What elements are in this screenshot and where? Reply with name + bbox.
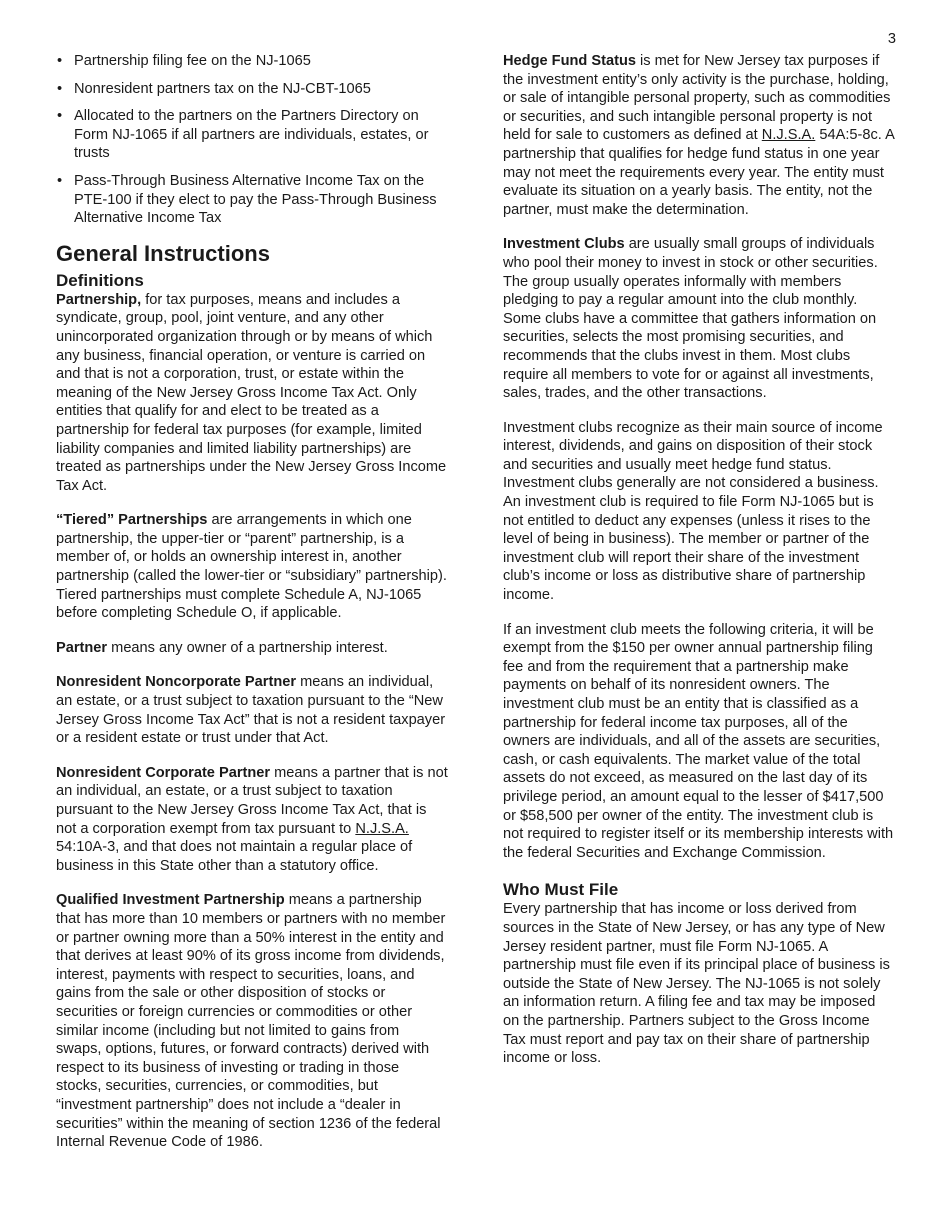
list-item: • Partnership filing fee on the NJ-1065 [56, 52, 448, 71]
definition-text: means an individual, an estate, or a trust subject to taxation pursuant to the “New Jersey Gross Income Tax Act” that is not a resident taxpayer or a resident estate or trust under that Act. [56, 674, 446, 747]
definition-nonresident-noncorporate-partner [56, 673, 448, 747]
section-heading-general-instructions: General Instructions [56, 240, 270, 266]
term-qualified-investment-partnership: Qualified Investment Partnership [56, 892, 285, 909]
right-column [503, 52, 895, 1084]
definition-nonresident-corporate-partner [56, 764, 448, 876]
definition-text: 54:10A-3, and that does not maintain a regular place of business in this State other than a statutory office. [56, 839, 413, 874]
term-partner: Partner [56, 639, 108, 656]
list-item: • Nonresident partners tax on the NJ-CBT-1065 [56, 80, 448, 99]
definition-text: means a partnership that has more than 10 members or partners with no member or partner owning more than a 50% interest in the entity and that derives at least 90% of its gross income from dividends, interest, payments with respect to securities, loans, and gains from the sale or other disposition of stocks or securities or foreign currencies or commodities or other similar income (including but not limited to gains from swaps, options, futures, or forward contracts) derived with respect to its business of investing or trading in those stocks, securities, currencies, or commodities, but “investment partnership” does not include a “dealer in securities” within the meaning of section 1236 of the federal Internal Revenue Code of 1986. [56, 892, 446, 1151]
definition-text: for tax purposes, means and includes a syndicate, group, pool, joint venture, and any other unincorporated organization through or by means of which any business, financial operation, or venture is carried on and that is not a corporation, trust, or estate within the meaning of the New Jersey Gross Income Tax Act. Only entities that qualify for and elect to be treated as a partnership for federal tax purposes (for example, limited liability companies and limited liability partnerships) are treated as partnerships under the New Jersey Gross Income Tax Act. [56, 291, 447, 494]
list-item: • Pass-Through Business Alternative Income Tax on the PTE-100 if they elect to pay the Pass-Through Business Alternative Income Tax [56, 172, 448, 228]
term-nonresident-corporate-partner: Nonresident Corporate Partner [56, 764, 271, 781]
definition-partner [56, 639, 448, 658]
definition-text: 54A:5-8c. A partnership that qualifies for hedge fund status in one year may not meet the requirements every year. The entity must evaluate its situation on a yearly basis. The entity, not the partner, must make the determination. [503, 127, 895, 218]
definition-qualified-investment-partnership [56, 891, 448, 1151]
subheading-who-must-file: Who Must File [503, 880, 619, 900]
page-number: 3 [887, 31, 896, 47]
definition-text: is met for New Jersey tax purposes if the investment entity’s only activity is the purchase, holding, or sale of intangible personal property, such as commodities or securities, and such intangible personal property is not held for sale to customers as defined at [503, 53, 891, 144]
term-nonresident-noncorporate-partner: Nonresident Noncorporate Partner [56, 674, 297, 691]
definition-text: are usually small groups of individuals who pool their money to invest in stock or other securities. The group usually operates informally with members pledging to pay a regular amount into the club monthly. Some clubs have a committee that gathers information on securities, selects the most promising securities, and recommends that the clubs invest in them. Most clubs require all members to vote for or against all investments, sales, trades, and the other transactions. [503, 236, 878, 402]
term-tiered-partnerships: “Tiered” Partnerships [56, 512, 208, 529]
bullet-list [56, 52, 448, 228]
definition-hedge-fund-status [503, 52, 895, 219]
term-hedge-fund-status: Hedge Fund Status [503, 53, 636, 69]
term-partnership: Partnership, [56, 291, 142, 308]
definition-text: are arrangements in which one partnership, the upper-tier or “parent” partnership, is a member of, or holds an ownership interest in, another partnership (called the lower-tier or “subsidiary” partnership). Tiered partnerships must complete Schedule A, NJ-1065 before completing Schedule O, if applicable. [56, 512, 447, 622]
definition-text: means any owner of a partnership interest. [107, 639, 388, 656]
statute-reference-link: N.J.S.A. [355, 820, 409, 837]
definition-investment-clubs [503, 235, 895, 402]
subheading-definitions: Definitions [56, 270, 144, 290]
investment-clubs-paragraph-2: Investment clubs recognize as their main source of income interest, dividends, and gains on disposition of their stock and securities and usually meet hedge fund status. Investment clubs generally are not considered a business. An investment club is required to file Form NJ-1065 but is not entitled to deduct any expenses (unless it rises to the level of being in business). The member or partner of the investment club will report their share of the investment club’s income or loss as distributive share of partnership income. [503, 419, 883, 604]
list-item: • Allocated to the partners on the Partners Directory on Form NJ-1065 if all partners are individuals, estates, or trusts [56, 107, 448, 163]
term-investment-clubs: Investment Clubs [503, 236, 625, 253]
investment-clubs-paragraph-3: If an investment club meets the following criteria, it will be exempt from the $150 per owner annual partnership filing fee and from the requirement that a partnership make payments on behalf of its nonresident owners. The investment club must be an entity that is classified as a partnership for federal income tax purposes, all of the owners are individuals, and all of the assets are securities, cash, or cash equivalents. The market value of the total assets do not exceed, as measured on the last day of its privilege period, an amount equal to the lesser of $417,500 or $58,500 per owner of the entity. The investment club is not required to register itself or its membership interests with the federal Securities and Exchange Commission. [503, 621, 894, 861]
definition-tiered-partnerships [56, 511, 448, 623]
statute-reference-link: N.J.S.A. [761, 127, 816, 144]
definition-text: means a partner that is not an individual, an estate, or a trust subject to taxation pursuant to the New Jersey Gross Income Tax Act, that is not a corporation exempt from tax pursuant to [56, 764, 448, 837]
who-must-file-text: Every partnership that has income or loss derived from sources in the State of New Jersey, or has any type of New Jersey resident partner, must file Form NJ-1065. A partnership must file even if its principal place of business is outside the State of New Jersey. The NJ-1065 is not solely an information return. A filing fee and tax may be imposed on the partnership. Partners subject to the Gross Income Tax must report and pay tax on their share of partnership income or loss. [503, 901, 890, 1067]
definition-partnership [56, 291, 448, 496]
left-column [56, 52, 448, 1168]
